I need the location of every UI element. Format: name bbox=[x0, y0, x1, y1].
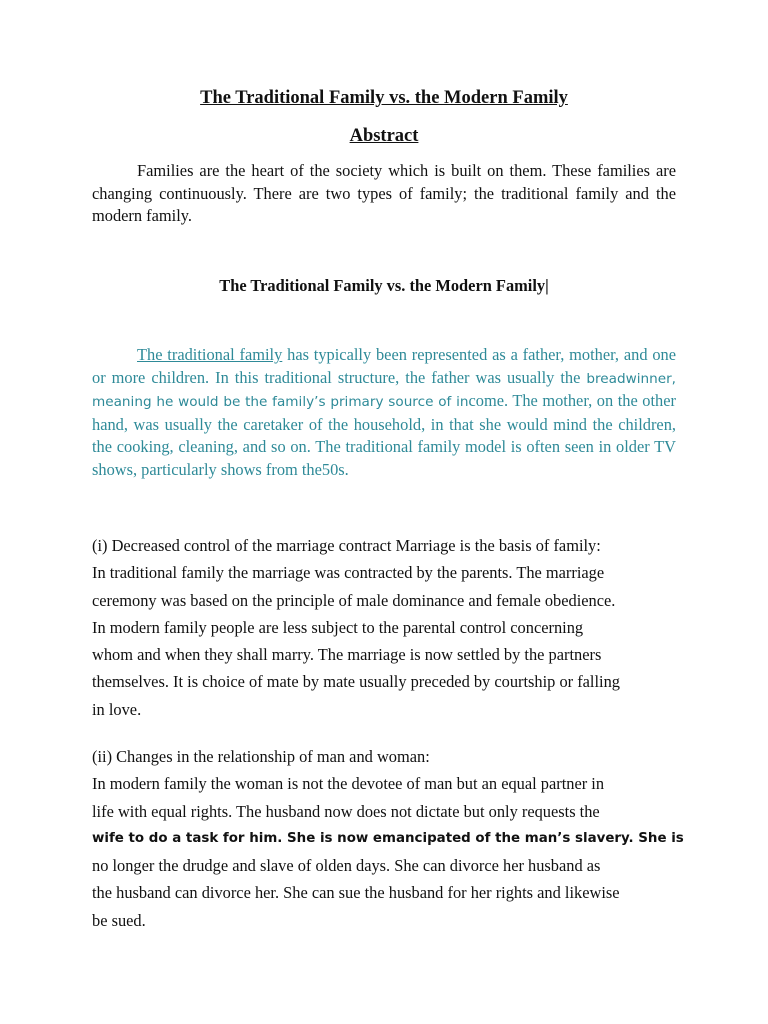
document-title: The Traditional Family vs. the Modern Family bbox=[200, 88, 568, 108]
teal-text-sans: breadwinner, meaning he would be the family’s primary source of in bbox=[92, 370, 676, 411]
section-one-line: In traditional family the marriage was contracted by the parents. The marriage bbox=[92, 563, 605, 583]
traditional-family-paragraph bbox=[92, 344, 676, 482]
abstract-paragraph bbox=[92, 160, 676, 228]
teal-text-part-2: come. The mother, on the other hand, was usually the caretaker of the household, in that she would mind the children, the cooking, cleaning, and so on. The traditional family model is often seen in older TV shows, particularly shows from the50s. bbox=[92, 391, 676, 479]
section-two-line: the husband can divorce her. She can sue the husband for her rights and likewise bbox=[92, 883, 620, 903]
section-one-line: whom and when they shall marry. The marriage is now settled by the partners bbox=[92, 645, 602, 665]
section-one-line: ceremony was based on the principle of male dominance and female obedience. bbox=[92, 590, 616, 610]
abstract-text: Families are the heart of the society which is built on them. These families are changing continuously. There are two types of family; the traditional family and the modern family. bbox=[92, 161, 676, 225]
section-two-bold-line: wife to do a task for him. She is now emancipated of the man’s slavery. She is bbox=[92, 830, 684, 846]
section-two-line: In modern family the woman is not the devotee of man but an equal partner in bbox=[92, 774, 605, 794]
section-marriage-control bbox=[92, 532, 692, 723]
abstract-heading: Abstract bbox=[349, 126, 419, 146]
teal-text-part-1: has typically been represented as a father, mother, and one or more children. In this traditional structure, the father was usually the bbox=[92, 345, 677, 387]
section-man-woman-relationship bbox=[92, 743, 692, 934]
section-two-heading: (ii) Changes in the relationship of man and woman: bbox=[92, 747, 430, 766]
traditional-family-link[interactable]: The traditional family bbox=[137, 345, 283, 364]
section-two-line: life with equal rights. The husband now does not dictate but only requests the bbox=[92, 801, 600, 821]
section-one-line: In modern family people are less subject to the parental control concerning bbox=[92, 617, 584, 637]
section-two-line: be sued. bbox=[92, 910, 146, 930]
section-one-line: themselves. It is choice of mate by mate usually preceded by courtship or falling bbox=[92, 672, 620, 692]
section-one-line: in love. bbox=[92, 699, 142, 719]
section-two-line: no longer the drudge and slave of olden days. She can divorce her husband as bbox=[92, 856, 601, 876]
section-one-line: (i) Decreased control of the marriage contract Marriage is the basis of family: bbox=[92, 536, 601, 555]
section-subtitle: The Traditional Family vs. the Modern Family| bbox=[219, 276, 549, 295]
